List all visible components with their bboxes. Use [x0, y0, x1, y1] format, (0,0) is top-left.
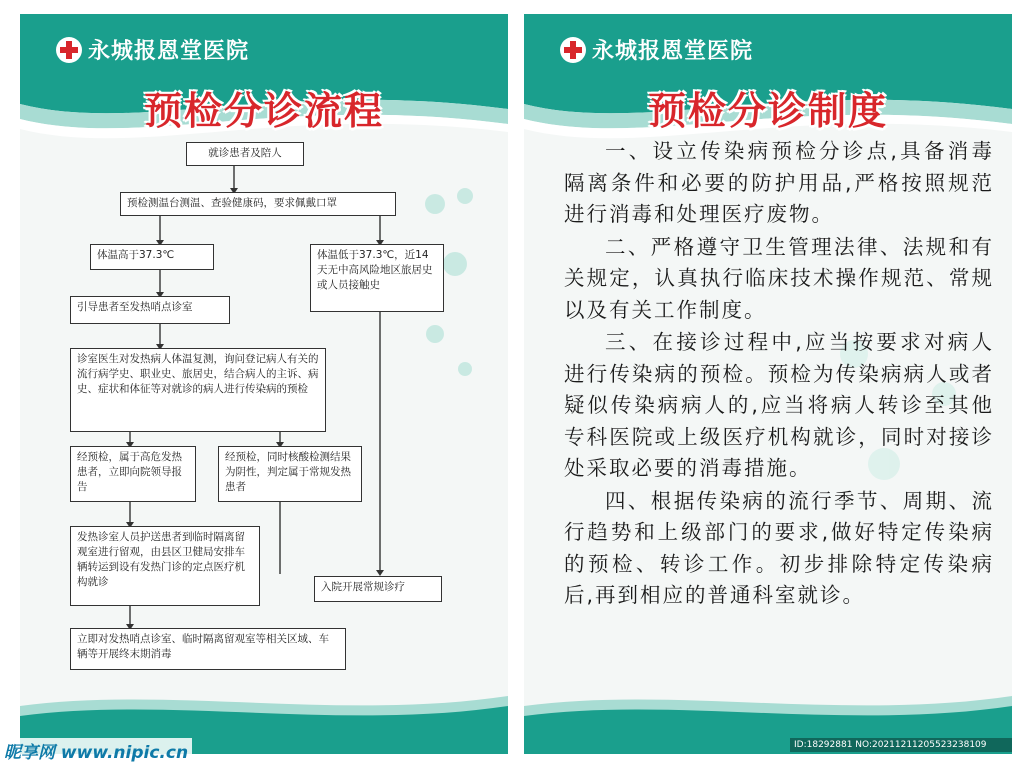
rule-item: 三、在接诊过程中,应当按要求对病人进行传染病的预检。预检为传染病病人或者疑似传染病病人的,应当将病人转诊至其他专科医院或上级医疗机构就诊，同时对接诊处采取必要的消毒措施。 [564, 330, 994, 480]
flow-step-normal-fever: 经预检，同时核酸检测结果为阴性，判定属于常规发热患者 [218, 446, 362, 502]
flowchart-poster [20, 14, 508, 754]
flow-step-high-risk: 经预检，属于高危发热患者，立即向院领导报告 [70, 446, 196, 502]
rule-item: 一、设立传染病预检分诊点,具备消毒隔离条件和必要的防护用品,严格按照规范进行消毒和处理医疗废物。 [564, 139, 994, 226]
flow-step-recheck: 诊室医生对发热病人体温复测，询问登记病人有关的流行病学史、职业史、旅居史，结合病人的主诉、病史、症状和体征等对就诊的病人进行传染病的预检 [70, 348, 326, 432]
page-title: 预检分诊流程 [143, 89, 384, 133]
site-watermark: 昵享网 www.nipic.cn [0, 738, 192, 763]
rule-item: 二、严格遵守卫生管理法律、法规和有关规定，认真执行临床技术操作规范、常规以及有关工作制度。 [564, 234, 994, 322]
flow-step-admit: 入院开展常规诊疗 [314, 576, 442, 602]
hospital-name: 永城报恩堂医院 [88, 39, 250, 64]
flow-step-transfer: 发热诊室人员护送患者到临时隔离留观室进行留观，由县区卫健局安排车辆转运到设有发热门诊的定点医疗机构就诊 [70, 526, 260, 606]
flow-step-guide: 引导患者至发热哨点诊室 [70, 296, 230, 324]
rules-text [564, 136, 994, 613]
rules-poster [524, 14, 1012, 754]
rule-item: 四、根据传染病的流行季节、周期、流行趋势和上级部门的要求,做好特定传染病的预检、转诊工作。初步排除特定传染病后,再到相应的普通科室就诊。 [564, 488, 994, 607]
flow-step-low-temp: 体温低于37.3℃，近14天无中高风险地区旅居史或人员接触史 [310, 244, 444, 312]
hospital-logo [560, 34, 753, 65]
flow-step-high-temp: 体温高于37.3℃ [90, 244, 214, 270]
hospital-name: 永城报恩堂医院 [592, 39, 754, 64]
flow-step-disinfect: 立即对发热哨点诊室、临时隔离留观室等相关区域、车辆等开展终末期消毒 [70, 628, 346, 670]
flow-step-check: 预检测温台测温、查验健康码，要求佩戴口罩 [120, 192, 396, 216]
flow-step-start: 就诊患者及陪人 [186, 142, 304, 166]
hospital-cross-icon [560, 37, 586, 63]
page-title: 预检分诊制度 [647, 89, 888, 133]
image-id-bar: ID:18292881 NO:20211211205523238109 [790, 738, 1012, 752]
